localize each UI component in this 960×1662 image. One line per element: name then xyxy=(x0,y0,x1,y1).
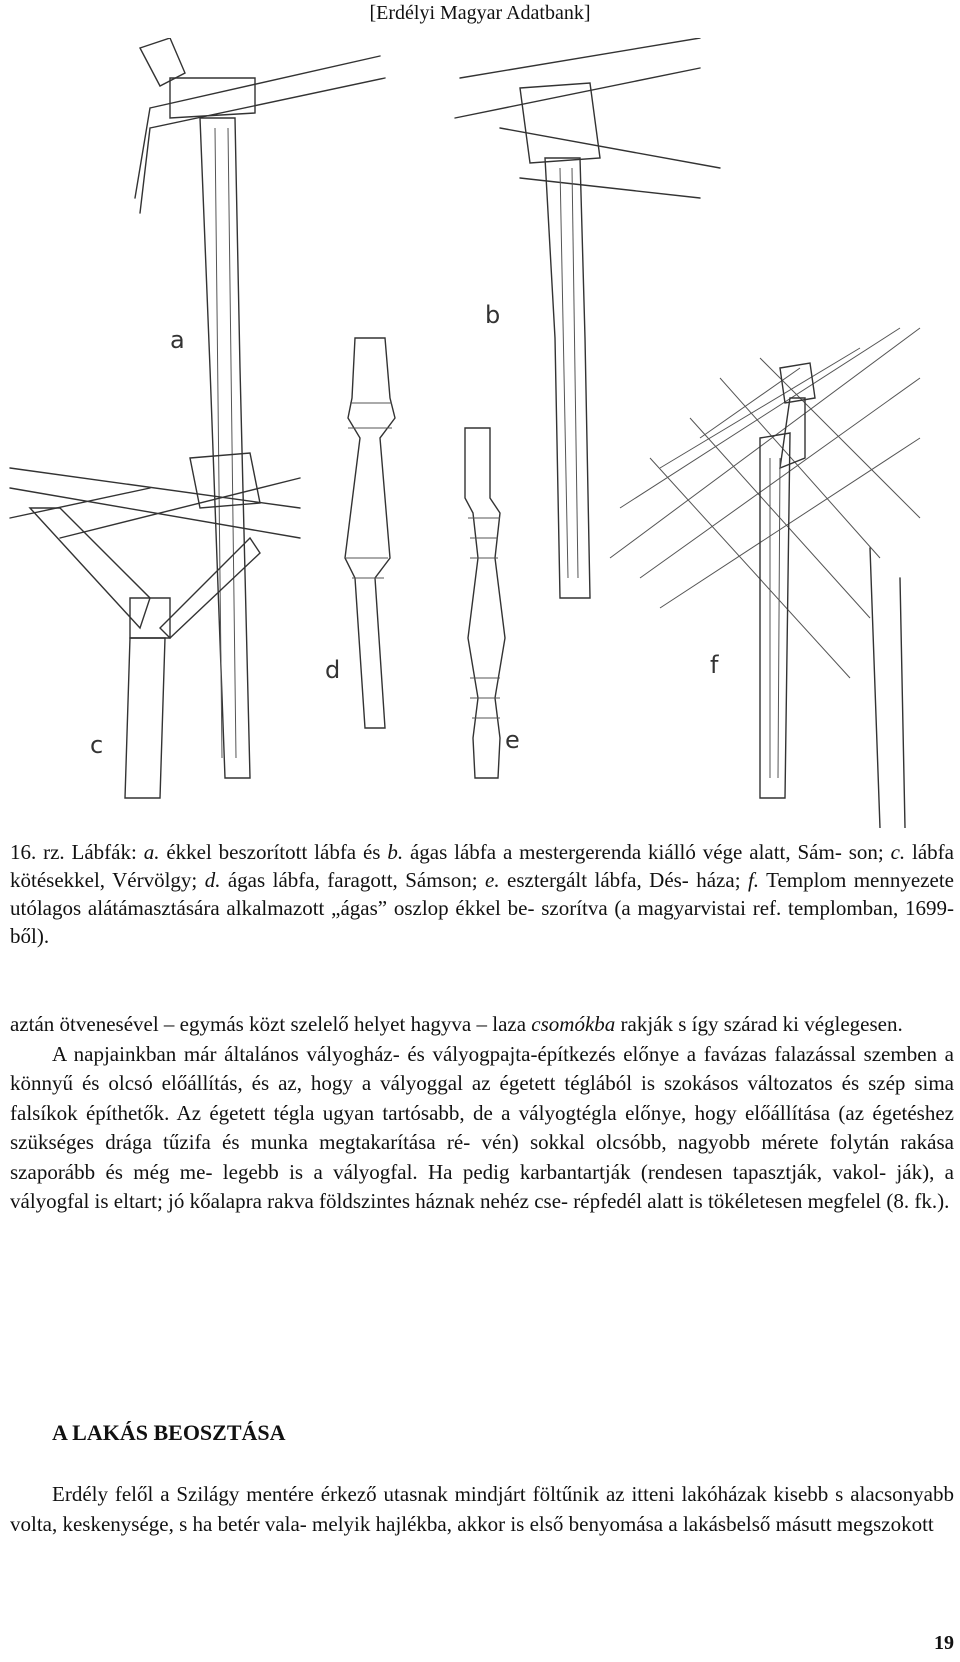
sketch-f xyxy=(610,328,920,828)
paragraph-1 xyxy=(10,1010,954,1040)
figure-illustration xyxy=(0,38,960,828)
page-header: [Erdélyi Magyar Adatbank] xyxy=(369,2,591,24)
section-heading: A LAKÁS BEOSZTÁSA xyxy=(52,1420,286,1445)
caption-letter-a: a. xyxy=(143,840,160,864)
figure-sketch xyxy=(0,38,960,828)
caption-text-c: lábfa kötésekkel, Vérvölgy; xyxy=(10,840,954,892)
caption-letter-b: b. xyxy=(387,840,404,864)
caption-text-f: Templom mennyezete utólagos alátámasztására alkalmazott „ágas” oszlop ékkel be- szorítva (a magyarvistai ref. templomban, 1699-ből). xyxy=(10,868,954,948)
caption-text-a: ékkel beszorított lábfa és xyxy=(159,840,388,864)
paragraph-1-italic: csomókba xyxy=(531,1012,616,1036)
sketch-c xyxy=(10,453,300,798)
caption-text-b: ágas lábfa a mestergerenda kiálló vége alatt, Sám- son; xyxy=(403,840,891,864)
paragraph-3: Erdély felől a Szilágy mentére érkező utasnak mindjárt föltűnik az itteni lakóházak kisebb s alacsonyabb volta, keskenysége, s ha betér vala- melyik hajlékba, akkor is első benyomása a lakásbelső másutt megszokott xyxy=(10,1482,954,1536)
caption-letter-d: d. xyxy=(204,868,221,892)
paragraph-3-block xyxy=(10,1480,954,1539)
sketch-e xyxy=(465,428,520,778)
label-f: f xyxy=(710,651,719,679)
paragraph-1-text-a: aztán ötvenesével – egymás közt szelelő helyet hagyva – laza xyxy=(10,1012,532,1036)
figure-caption xyxy=(10,838,954,950)
caption-intro: 16. rz. Lábfák: xyxy=(10,840,144,864)
caption-letter-f: f. xyxy=(747,868,760,892)
paragraph-1-text-b: rakják s így szárad ki véglegesen. xyxy=(615,1012,903,1036)
label-e: e xyxy=(505,726,520,754)
caption-text-d: ágas lábfa, faragott, Sámson; xyxy=(220,868,485,892)
caption-letter-c: c. xyxy=(890,840,906,864)
sketch-a xyxy=(135,38,385,778)
paragraph-2: A napjainkban már általános vályogház- és vályogpajta-építkezés előnye a favázas falazással szemben a könnyű és olcsó előállítás, és az, hogy a vályoggal az égetett téglából is szokásos változatos és szép sima falsíkok építhetők. Az égetett tégla ugyan tartósabb, de a vályogtégla előnye, hogy előállítása (az égetéshez szükséges drága tűzifa és munka megtakarítása ré- vén) sokkal olcsóbb, nagyobb mérete folytán rakása szaporább és még me- legebb is a vályogfal. Ha pedig karbantartják (rendesen tapasztják, vakol- ják), a vályogfal is eltart; jó kőalapra rakva földszintes háznak nehéz cse- répfedél alatt is tökéletesen megfelel (8. fk.). xyxy=(10,1041,954,1213)
label-c: c xyxy=(90,731,104,759)
sketch-d xyxy=(325,338,395,728)
label-d: d xyxy=(325,656,341,684)
page-number: 19 xyxy=(934,1632,954,1654)
label-b: b xyxy=(485,301,501,329)
caption-letter-e: e. xyxy=(485,868,500,892)
sketch-b xyxy=(455,38,720,598)
label-a: a xyxy=(170,326,185,354)
caption-text-e: esztergált lábfa, Dés- háza; xyxy=(499,868,748,892)
body-paragraphs xyxy=(10,1010,954,1217)
